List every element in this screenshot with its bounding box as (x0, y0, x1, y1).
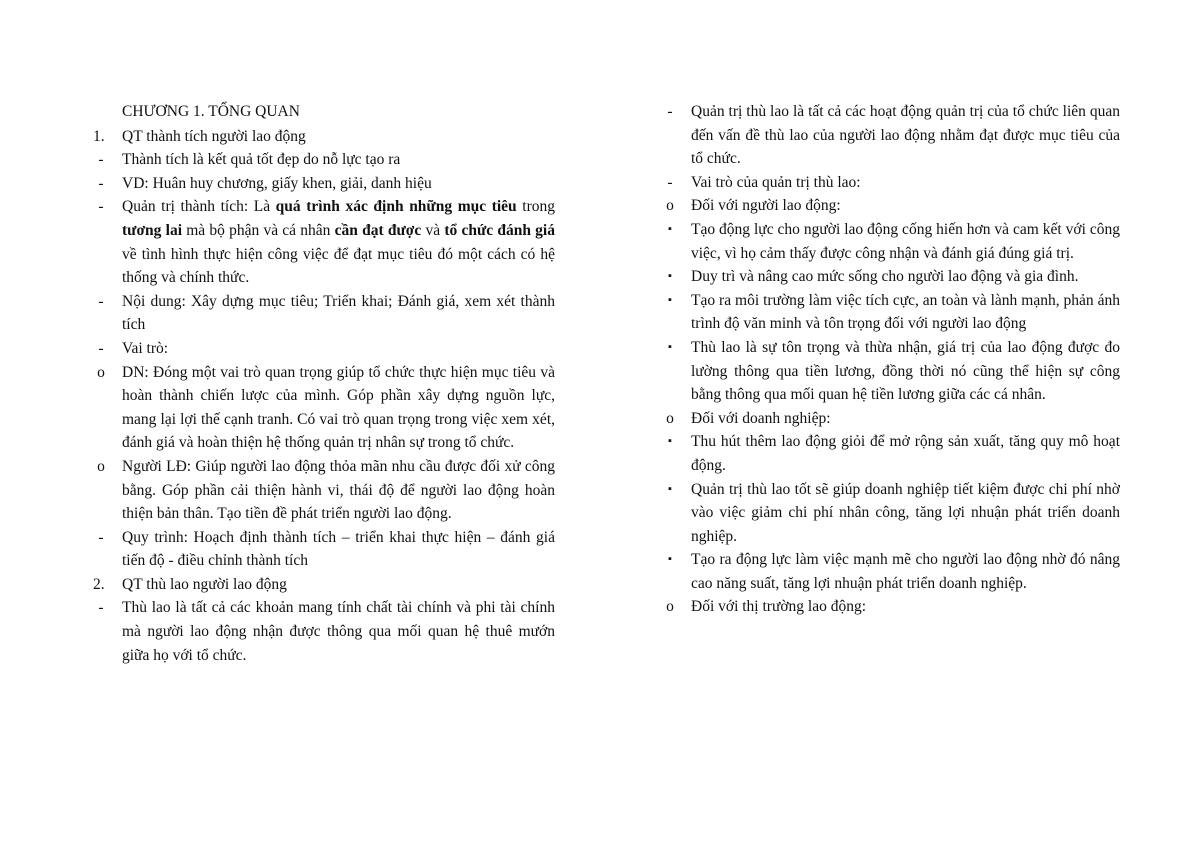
square-bullet: ▪ (668, 482, 672, 495)
list-item-text: Đối với người lao động: (691, 197, 841, 215)
square-bullet: ▪ (668, 293, 672, 306)
text-run: về tình hình thực hiện công việc để đạt mục tiêu đó một cách có hệ thống và chính thức. (122, 245, 555, 287)
list-item-text: Vai trò của quản trị thù lao: (691, 173, 861, 191)
list-item (91, 337, 555, 361)
list-item (91, 195, 555, 289)
dash-bullet: - (98, 174, 104, 192)
list-item-text: QT thành tích người lao động (122, 127, 306, 145)
list-item-text: Thu hút thêm lao động giỏi để mở rộng sản xuất, tăng quy mô hoạt động. (691, 433, 1120, 474)
text-run: Quản trị thành tích: Là (122, 198, 276, 216)
list-item (660, 194, 1120, 218)
list-item (660, 218, 1120, 265)
dash-bullet: - (98, 292, 104, 310)
list-item-text: Thành tích là kết quả tốt đẹp do nỗ lực tạo ra (122, 151, 401, 169)
list-item (660, 595, 1120, 619)
circle-bullet: o (666, 197, 674, 215)
dash-bullet: - (667, 103, 673, 120)
list-item (91, 455, 555, 526)
list-item-text: DN: Đóng một vai trò quan trọng giúp tổ chức thực hiện mục tiêu và hoàn thành chiến lược của mình. Góp phần xây dựng nguồn lực, mang lại lợi thế cạnh tranh. Có vai trò quan trọng trong việc xem xét, đánh giá và hoàn thiện hệ thống quản trị nhân sự trong tổ chức. (122, 363, 555, 452)
dash-bullet: - (667, 173, 673, 191)
section-heading-item (91, 573, 555, 597)
section-number: 2. (93, 575, 105, 593)
list-item-text: Vai trò: (122, 339, 169, 357)
square-bullet: ▪ (668, 222, 672, 235)
left-column (91, 100, 555, 667)
list-item-text: Quản trị thù lao tốt sẽ giúp doanh nghiệp tiết kiệm được chi phí nhờ vào việc giảm chi phí nhân công, tăng lợi nhuận phát triển doanh nghiệp. (691, 480, 1120, 545)
list-item-text: Tạo ra động lực làm việc mạnh mẽ cho người lao động nhờ đó nâng cao năng suất, tăng lợi nhuận phát triển doanh nghiệp. (691, 551, 1120, 592)
square-bullet: ▪ (668, 340, 672, 353)
list-item (91, 148, 555, 172)
list-item-text: Quản trị thù lao là tất cả các hoạt động quản trị của tổ chức liên quan đến vấn đề thù lao của người lao động nhằm đạt được mục tiêu của tổ chức. (691, 103, 1120, 168)
list-item (660, 289, 1120, 336)
square-bullet: ▪ (668, 270, 672, 283)
right-column (660, 100, 1120, 619)
list-item (660, 478, 1120, 549)
list-item-text (122, 198, 555, 286)
list-item (660, 548, 1120, 595)
text-run: trong (516, 198, 556, 216)
list-item (660, 171, 1120, 195)
dash-bullet: - (98, 198, 104, 216)
list-item-text: Nội dung: Xây dựng mục tiêu; Triển khai; Đánh giá, xem xét thành tích (122, 292, 555, 334)
square-bullet: ▪ (668, 435, 672, 448)
text-run: mà bộ phận và cá nhân (182, 221, 335, 239)
list-item-text: Duy trì và nâng cao mức sống cho người lao động và gia đình. (691, 268, 1079, 286)
right-list (660, 100, 1120, 619)
circle-bullet: o (666, 598, 674, 616)
dash-bullet: - (98, 339, 104, 357)
list-item (91, 526, 555, 573)
list-item-text: Thù lao là sự tôn trọng và thừa nhận, giá trị của lao động được đo lường thông qua tiền lương, đồng thời nó cũng thể hiện sự công bằng thông qua mối quan hệ tiền lương giữa các cá nhân. (691, 338, 1120, 404)
list-item-text: Người LĐ: Giúp người lao động thỏa mãn nhu cầu được đối xử công bằng. Góp phần cải thiện hành vi, thái độ để người lao động hoàn thiện bản thân. Tạo tiền đề phát triển người lao động. (122, 457, 555, 523)
square-bullet: ▪ (668, 553, 672, 566)
bold-text-run: cần đạt được (334, 221, 422, 239)
bold-text-run: tương lai (122, 221, 182, 239)
dash-bullet: - (98, 599, 104, 617)
bold-text-run: tổ chức đánh giá (444, 221, 555, 239)
bold-text-run: quá trình xác định những mục tiêu (275, 198, 517, 216)
list-item (91, 172, 555, 196)
list-item-text: Thù lao là tất cả các khoản mang tính chất tài chính và phi tài chính mà người lao động nhận được thông qua mối quan hệ thuê mướn giữa họ với tổ chức. (122, 599, 555, 664)
list-item (91, 290, 555, 337)
list-item (660, 407, 1120, 431)
list-item-text: Tạo động lực cho người lao động cống hiến hơn và cam kết với công việc, vì họ cảm thấy được công nhận và đánh giá đúng giá trị. (691, 220, 1120, 262)
dash-bullet: - (98, 151, 104, 169)
list-item (660, 265, 1120, 289)
dash-bullet: - (98, 528, 104, 546)
list-item (91, 361, 555, 455)
list-item-text: QT thù lao người lao động (122, 575, 287, 593)
circle-bullet: o (97, 457, 105, 475)
left-list (91, 125, 555, 668)
text-run: và (421, 221, 445, 239)
list-item-text: Đối với doanh nghiệp: (691, 409, 831, 427)
list-item-text: VD: Huân huy chương, giấy khen, giải, danh hiệu (122, 174, 432, 192)
chapter-heading: CHƯƠNG 1. TỔNG QUAN (122, 103, 300, 120)
list-item (660, 430, 1120, 477)
list-item (660, 336, 1120, 407)
list-item (91, 596, 555, 667)
section-number: 1. (93, 127, 105, 145)
circle-bullet: o (97, 363, 105, 381)
list-item-text: Tạo ra môi trường làm việc tích cực, an toàn và lành mạnh, phản ánh trình độ văn minh và tôn trọng đối với người lao động (691, 291, 1120, 333)
circle-bullet: o (666, 409, 674, 427)
list-item (660, 100, 1120, 171)
list-item-text: Đối với thị trường lao động: (691, 598, 867, 616)
list-item-text: Quy trình: Hoạch định thành tích – triển khai thực hiện – đánh giá tiến độ - điều chỉnh thành tích (122, 528, 555, 570)
section-heading-item (91, 125, 555, 149)
